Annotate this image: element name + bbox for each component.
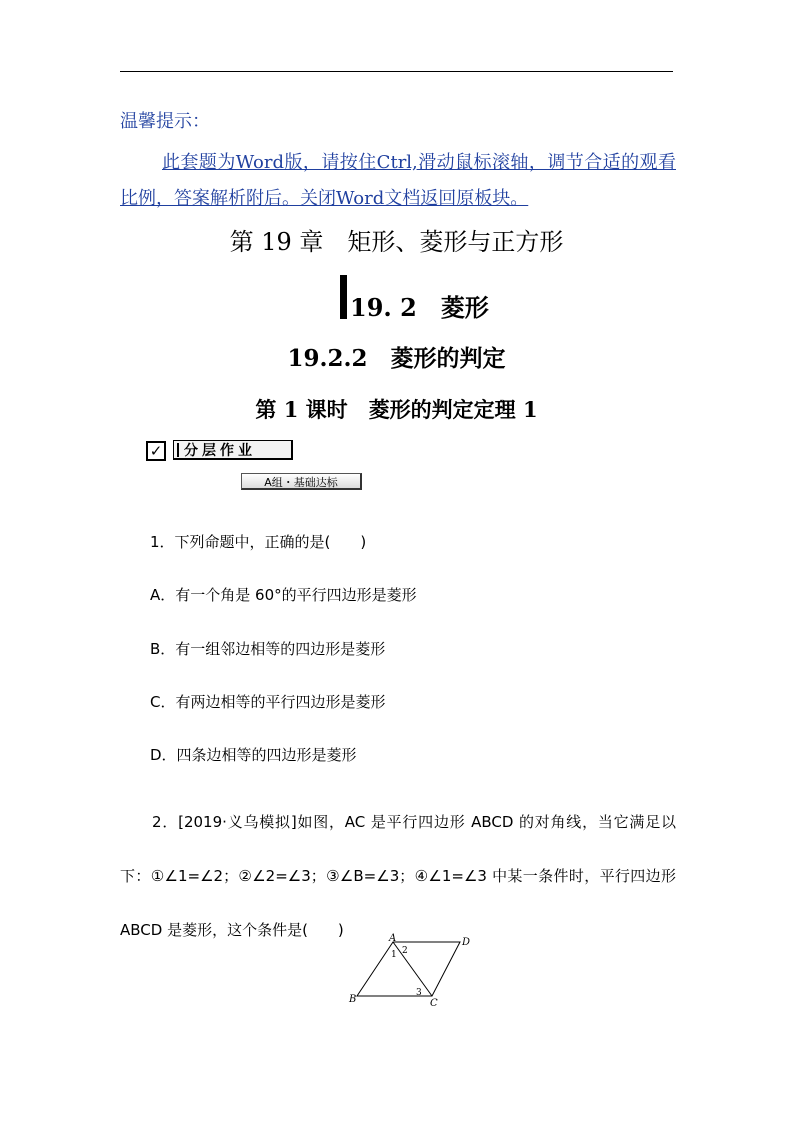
tip-body: 此套题为Word版，请按住Ctrl,滑动鼠标滚轴，调节合适的观看比例，答案解析附后。关闭Word文档返回原板块。: [120, 152, 676, 209]
lesson-title: 第 1 课时 菱形的判定定理 1: [255, 397, 538, 422]
point-b-label: B: [349, 994, 357, 1005]
angle-2-label: 2: [402, 946, 408, 956]
question-1-option-a: A．有一个角是 60°的平行四边形是菱形: [150, 586, 417, 604]
angle-1-label: 1: [391, 950, 397, 960]
question-1-stem: 1．下列命题中，正确的是( ): [150, 533, 367, 551]
checkbox-icon: ✓: [146, 441, 166, 461]
point-c-label: C: [430, 998, 438, 1009]
chapter-title: 第 19 章 矩形、菱形与正方形: [229, 228, 564, 256]
question-2-text: 2．[2019·义乌模拟]如图，AC 是平行四边形 ABCD 的对角线，当它满足以下：①∠1=∠2；②∠2=∠3；③∠B=∠3；④∠1=∠3 中某一条件时，平行四边形 ABCD 是菱形，这个条件是( ): [120, 813, 676, 939]
section-title: 19. 2 菱形: [350, 293, 489, 322]
header-rule: [120, 71, 673, 72]
point-a-label: A: [389, 933, 397, 944]
homework-label: 分层作业: [173, 440, 293, 460]
question-1-option-c: C．有两边相等的平行四边形是菱形: [150, 693, 386, 711]
diagonal-ac: [393, 942, 432, 996]
parallelogram-figure: [345, 932, 475, 1012]
angle-3-label: 3: [416, 988, 422, 998]
group-label: A组・基础达标: [241, 473, 362, 490]
section-marker-bar: [340, 275, 347, 319]
point-d-label: D: [462, 937, 471, 948]
tip-title: 温馨提示：: [120, 111, 210, 132]
subsection-title: 19.2.2 菱形的判定: [287, 345, 506, 372]
question-1-option-d: D．四条边相等的四边形是菱形: [150, 746, 357, 764]
question-1-option-b: B．有一组邻边相等的四边形是菱形: [150, 640, 386, 658]
parallelogram-outline: [357, 942, 460, 996]
